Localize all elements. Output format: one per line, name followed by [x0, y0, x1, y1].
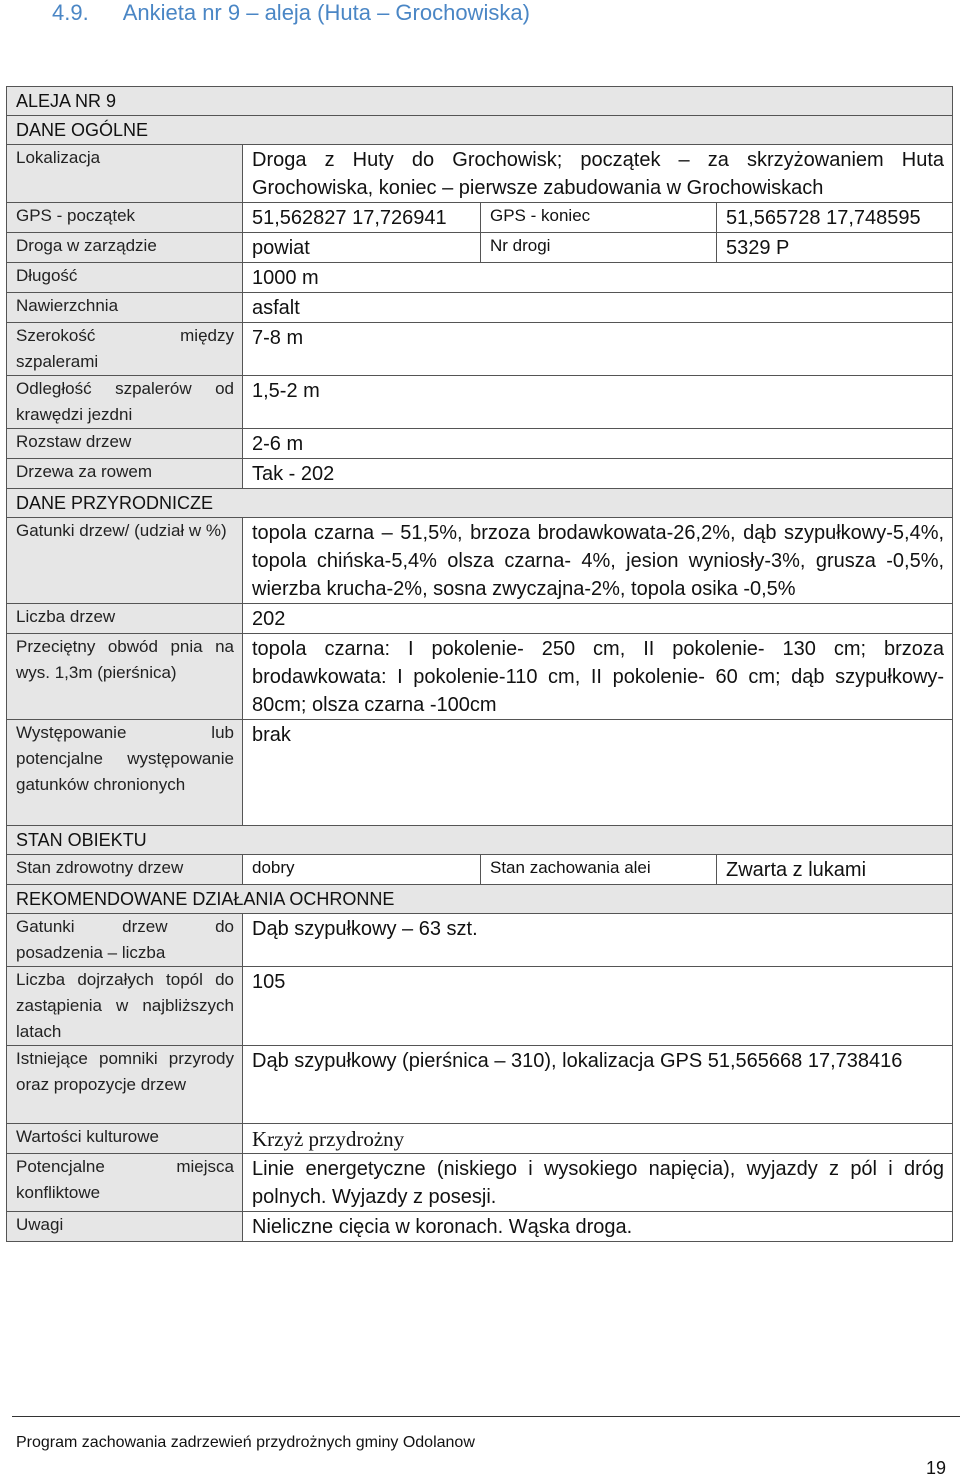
gps-end-value: 51,565728 17,748595 [717, 203, 953, 233]
replacement-value: 105 [243, 967, 953, 1046]
protected-species-label: Występowanie lub potencjalne występowanie gatunków chronionych [7, 720, 243, 826]
species-value: topola czarna – 51,5%, brzoza brodawkowata-26,2%, dąb szypułkowy-5,4%, topola chińska-5,4% olsza czarna- 4%, jesion wyniosły-3%, grusza -0,5%, wierzba krucha-2%, sosna zwyczajna-2%, topola osika -0,5% [243, 518, 953, 604]
monuments-value: Dąb szypułkowy (pierśnica – 310), lokalizacja GPS 51,565668 17,738416 [243, 1046, 953, 1124]
width-value: 7-8 m [243, 323, 953, 376]
preservation-value: Zwarta z lukami [717, 855, 953, 885]
tree-count-value: 202 [243, 604, 953, 634]
ditch-value: Tak - 202 [243, 459, 953, 489]
health-label: Stan zdrowotny drzew [7, 855, 243, 885]
cultural-values-label: Wartości kulturowe [7, 1124, 243, 1154]
gps-start-label: GPS - początek [7, 203, 243, 233]
section-general: DANE OGÓLNE [7, 116, 953, 145]
section-title: Ankieta nr 9 – aleja (Huta – Grochowiska) [122, 0, 530, 25]
conflict-places-label: Potencjalne miejsca konfliktowe [7, 1154, 243, 1212]
road-number-label: Nr drogi [481, 233, 717, 263]
ditch-label: Drzewa za rowem [7, 459, 243, 489]
section-actions: REKOMENDOWANE DZIAŁANIA OCHRONNE [7, 885, 953, 914]
spacing-label: Rozstaw drzew [7, 429, 243, 459]
species-label: Gatunki drzew/ (udział w %) [7, 518, 243, 604]
surface-value: asfalt [243, 293, 953, 323]
location-label: Lokalizacja [7, 145, 243, 203]
circumference-label: Przeciętny obwód pnia na wys. 1,3m (pierśnica) [7, 634, 243, 720]
road-manager-label: Droga w zarządzie [7, 233, 243, 263]
footer-divider [12, 1416, 960, 1417]
cultural-values-value: Krzyż przydrożny [243, 1124, 953, 1154]
preservation-label: Stan zachowania alei [481, 855, 717, 885]
conflict-places-value: Linie energetyczne (niskiego i wysokiego napięcia), wyjazdy z pól i dróg polnych. Wyjazdy z posesji. [243, 1154, 953, 1212]
monuments-label: Istniejące pomniki przyrody oraz propozycje drzew [7, 1046, 243, 1124]
width-label: Szerokość między szpalerami [7, 323, 243, 376]
tree-count-label: Liczba drzew [7, 604, 243, 634]
section-heading [52, 0, 530, 26]
notes-label: Uwagi [7, 1212, 243, 1242]
replacement-label: Liczba dojrzałych topól do zastąpienia w najbliższych latach [7, 967, 243, 1046]
table-title: ALEJA NR 9 [7, 87, 953, 116]
planting-label: Gatunki drzew do posadzenia – liczba [7, 914, 243, 967]
survey-table [6, 86, 953, 1242]
length-value: 1000 m [243, 263, 953, 293]
section-state: STAN OBIEKTU [7, 826, 953, 855]
spacing-value: 2-6 m [243, 429, 953, 459]
gps-end-label: GPS - koniec [481, 203, 717, 233]
planting-value: Dąb szypułkowy – 63 szt. [243, 914, 953, 967]
length-label: Długość [7, 263, 243, 293]
section-number: 4.9. [52, 0, 89, 25]
circumference-value: topola czarna: I pokolenie- 250 cm, II pokolenie- 130 cm; brzoza brodawkowata: I pokolenie-110 cm, II pokolenie- 60 cm; dąb szypułkowy-80cm; olsza czarna -100cm [243, 634, 953, 720]
notes-value: Nieliczne cięcia w koronach. Wąska droga. [243, 1212, 953, 1242]
distance-label: Odległość szpalerów od krawędzi jezdni [7, 376, 243, 429]
footer-text: Program zachowania zadrzewień przydrożnych gminy Odolanow [16, 1434, 475, 1451]
section-nature: DANE PRZYRODNICZE [7, 489, 953, 518]
page-number: 19 [926, 1458, 947, 1478]
road-number-value: 5329 P [717, 233, 953, 263]
protected-species-value: brak [243, 720, 953, 826]
distance-value: 1,5-2 m [243, 376, 953, 429]
health-value: dobry [243, 855, 481, 885]
road-manager-value: powiat [243, 233, 481, 263]
gps-start-value: 51,562827 17,726941 [243, 203, 481, 233]
location-value: Droga z Huty do Grochowisk; początek – za skrzyżowaniem Huta Grochowiska, koniec – pierwsze zabudowania w Grochowiskach [243, 145, 953, 203]
surface-label: Nawierzchnia [7, 293, 243, 323]
